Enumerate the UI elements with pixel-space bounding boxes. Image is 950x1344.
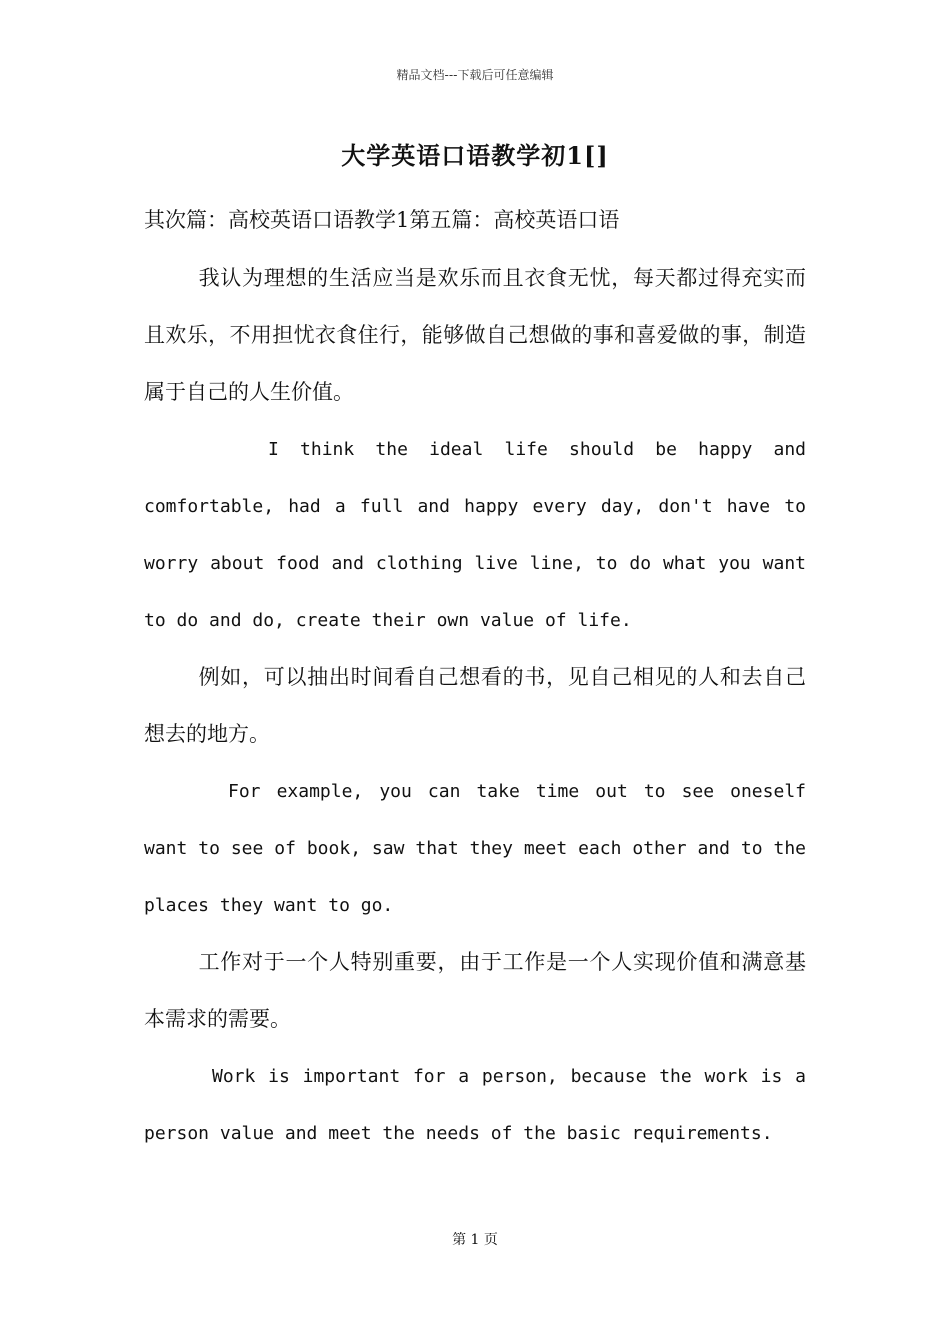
paragraph-en-1: I think the ideal life should be happy and comfortable, had a full and happy every day, don't have to worry about food and clothing live line, to do what you want to do and do, create their own value of life. <box>144 439 806 631</box>
paragraph-zh-3: 工作对于一个人特别重要，由于工作是一个人实现价值和满意基本需求的需要。 <box>144 950 806 1031</box>
document-subtitle: 其次篇：高校英语口语教学1第五篇：高校英语口语 <box>144 208 620 232</box>
paragraph-en-3: Work is important for a person, because the work is a person value and meet the needs of the basic requirements. <box>144 1066 806 1144</box>
header-note: 精品文档---下载后可任意编辑 <box>396 68 554 82</box>
paragraph-en-2: For example, you can take time out to see oneself want to see of book, saw that they meet each other and to the places they want to go. <box>144 781 806 916</box>
paragraph-zh-2: 例如，可以抽出时间看自己想看的书，见自己相见的人和去自己想去的地方。 <box>144 665 806 746</box>
document-title: 大学英语口语教学初1[] <box>341 141 609 170</box>
page-number: 第 1 页 <box>452 1232 498 1248</box>
document-body <box>144 200 806 1162</box>
paragraph-zh-1: 我认为理想的生活应当是欢乐而且衣食无忧，每天都过得充实而且欢乐，不用担忧衣食住行，能够做自己想做的事和喜爱做的事，制造属于自己的人生价值。 <box>144 266 806 404</box>
